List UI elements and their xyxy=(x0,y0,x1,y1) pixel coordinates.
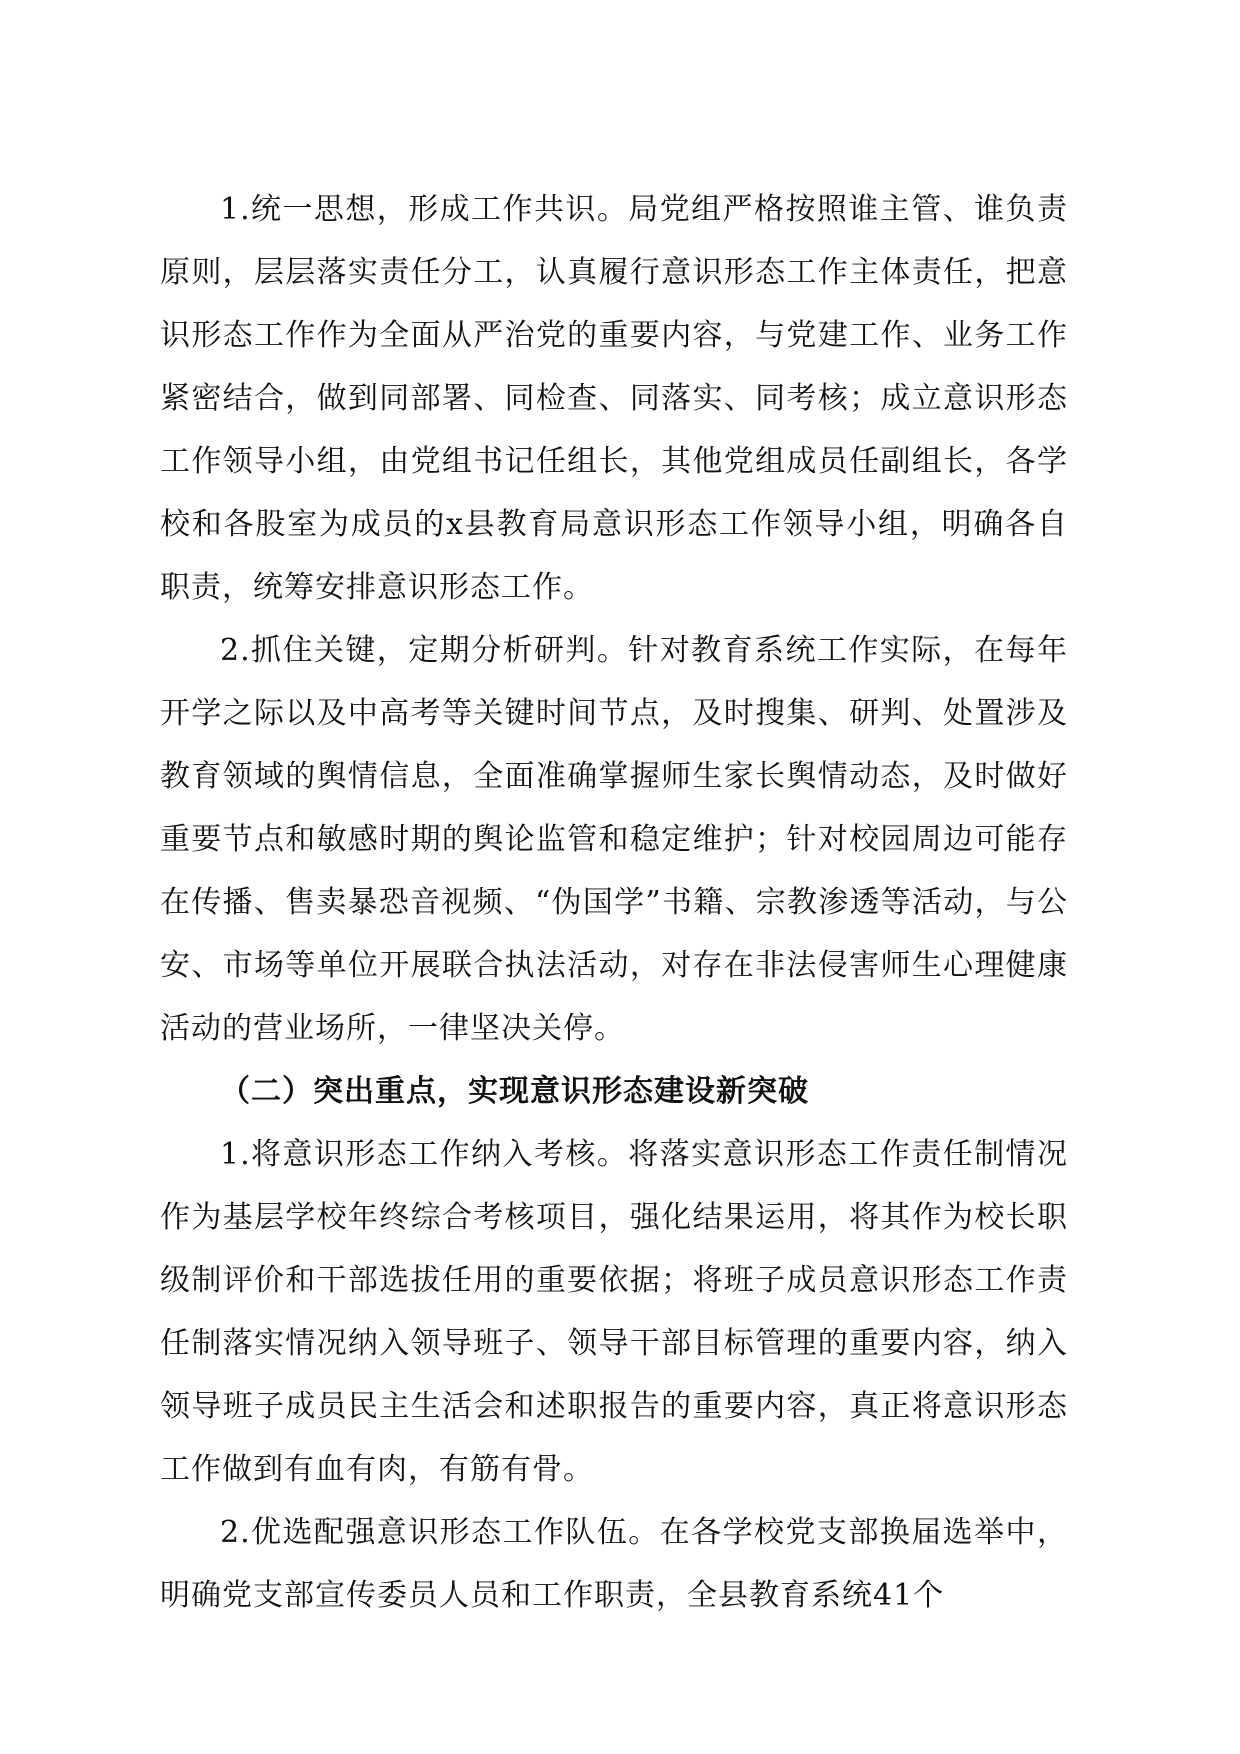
document-body xyxy=(160,178,1068,1627)
paragraph-unify-thinking: 1.统一思想，形成工作共识。局党组严格按照谁主管、谁负责原则，层层落实责任分工，认真履行意识形态工作主体责任，把意识形态工作作为全面从严治党的重要内容，与党建工作、业务工作紧密结合，做到同部署、同检查、同落实、同考核；成立意识形态工作领导小组，由党组书记任组长，其他党组成员任副组长，各学校和各股室为成员的x县教育局意识形态工作领导小组，明确各自职责，统筹安排意识形态工作。 xyxy=(160,192,1068,605)
paragraph-grasp-key-points: 2.抓住关键，定期分析研判。针对教育系统工作实际，在每年开学之际以及中高考等关键时间节点，及时搜集、研判、处置涉及教育领域的舆情信息，全面准确掌握师生家长舆情动态，及时做好重要节点和敏感时期的舆论监管和稳定维护；针对校园周边可能存在传播、售卖暴恐音视频、“伪国学”书籍、宗教渗透等活动，与公安、市场等单位开展联合执法活动，对存在非法侵害师生心理健康活动的营业场所，一律坚决关停。 xyxy=(160,633,1068,1046)
paragraph-team-building: 2.优选配强意识形态工作队伍。在各学校党支部换届选举中，明确党支部宣传委员人员和工作职责，全县教育系统41个 xyxy=(160,1515,1068,1613)
section-heading-2: （二）突出重点，实现意识形态建设新突破 xyxy=(220,1074,809,1109)
paragraph-assessment: 1.将意识形态工作纳入考核。将落实意识形态工作责任制情况作为基层学校年终综合考核项目，强化结果运用，将其作为校长职级制评价和干部选拔任用的重要依据；将班子成员意识形态工作责任制落实情况纳入领导班子、领导干部目标管理的重要内容，纳入领导班子成员民主生活会和述职报告的重要内容，真正将意识形态工作做到有血有肉，有筋有骨。 xyxy=(160,1137,1068,1487)
